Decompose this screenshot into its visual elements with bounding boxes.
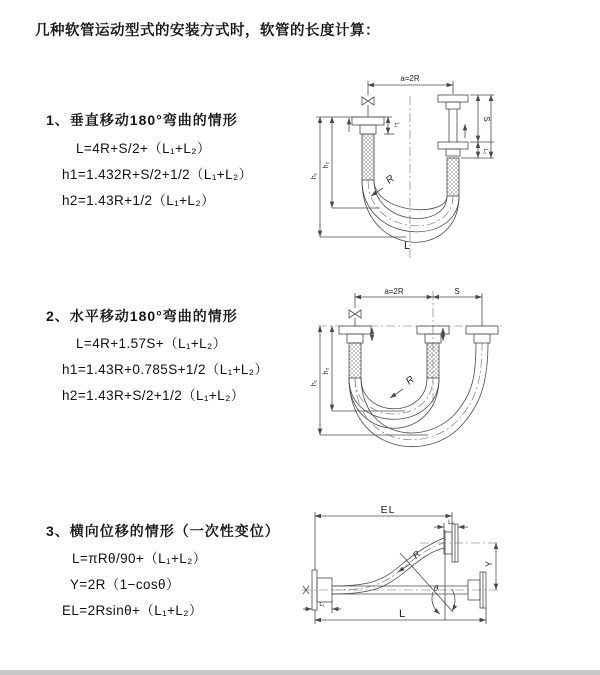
section-1-formula-l: L=4R+S/2+（L₁+L₂） bbox=[76, 141, 211, 156]
d3-radius-label: R bbox=[410, 548, 423, 561]
d1-radius-label: R bbox=[384, 173, 397, 187]
section-3-formula-l: L=πRθ/90+（L₁+L₂） bbox=[72, 551, 207, 566]
diagram-horizontal-180 bbox=[310, 283, 600, 463]
d1-dim-h2-label: h₂ bbox=[323, 161, 330, 169]
d3-theta-label: θ bbox=[433, 584, 439, 593]
d2-dim-h1-label: h₁ bbox=[311, 379, 318, 387]
diagram-vertical-180 bbox=[308, 68, 593, 268]
section-3-heading: 3、横向位移的情形（一次性变位） bbox=[46, 523, 280, 539]
valve-icon bbox=[362, 97, 374, 105]
d2-dim-s-label: S bbox=[454, 287, 460, 296]
page-title: 几种软管运动型式的安装方式时，软管的长度计算： bbox=[35, 23, 380, 39]
d2-right-flange bbox=[466, 326, 498, 334]
diagram-lateral-offset bbox=[300, 502, 600, 652]
d1-dim-l2-label: L₂ bbox=[482, 148, 488, 155]
section-2-heading: 2、水平移动180°弯曲的情形 bbox=[46, 308, 238, 324]
d2-dim-a2r-label: a=2R bbox=[384, 287, 404, 296]
d3-dim-y-label: Y bbox=[484, 560, 494, 568]
d2-left-flange bbox=[339, 326, 371, 334]
d1-left-flange bbox=[352, 117, 384, 125]
section-2-formula-l: L=4R+1.57S+（L₁+L₂） bbox=[76, 336, 227, 351]
d2-radius-label: R bbox=[404, 374, 417, 388]
d3-dim-el-label: EL bbox=[380, 504, 396, 516]
d3-dim-l-label: L bbox=[398, 608, 406, 620]
d1-dim-l1-label: L₁ bbox=[393, 122, 399, 128]
section-1-heading: 1、垂直移动180°弯曲的情形 bbox=[46, 112, 238, 128]
d3-drawing bbox=[302, 504, 500, 624]
section-1-formula-h2: h2=1.43R+1/2（L₁+L₂） bbox=[62, 193, 215, 208]
section-2-formula-h1: h1=1.43R+0.785S+1/2（L₁+L₂） bbox=[62, 362, 269, 377]
d2-drawing bbox=[311, 287, 502, 447]
section-1-formula-h1: h1=1.432R+S/2+1/2（L₁+L₂） bbox=[62, 167, 253, 182]
d3-dim-l1-label: L₁ bbox=[319, 602, 325, 608]
d1-right-hose-braid bbox=[447, 158, 459, 196]
d1-left-hose-braid bbox=[362, 134, 374, 180]
d2-hose-curve bbox=[349, 378, 439, 419]
d1-right-flange-top bbox=[438, 95, 468, 102]
d1-length-label: L bbox=[403, 240, 411, 252]
d1-dim-a2r-label: a=2R bbox=[400, 74, 420, 83]
d2-dim-h2-label: h₂ bbox=[323, 367, 330, 375]
d1-dim-h1-label: h₁ bbox=[311, 172, 318, 180]
scan-edge bbox=[0, 670, 600, 675]
d2-middle-hose-braid bbox=[427, 343, 439, 378]
section-3-formula-y: Y=2R（1−cosθ） bbox=[70, 577, 180, 592]
d1-dim-s-label: S bbox=[482, 116, 491, 122]
d2-left-hose-braid bbox=[349, 343, 361, 378]
section-3-formula-el: EL=2Rsinθ+（L₁+L₂） bbox=[62, 603, 203, 618]
section-2-formula-h2: h2=1.43R+S/2+1/2（L₁+L₂） bbox=[62, 388, 245, 403]
valve-icon bbox=[349, 310, 361, 318]
d3-dim-l2-label: L₂ bbox=[448, 520, 454, 526]
d1-drawing bbox=[311, 74, 494, 258]
